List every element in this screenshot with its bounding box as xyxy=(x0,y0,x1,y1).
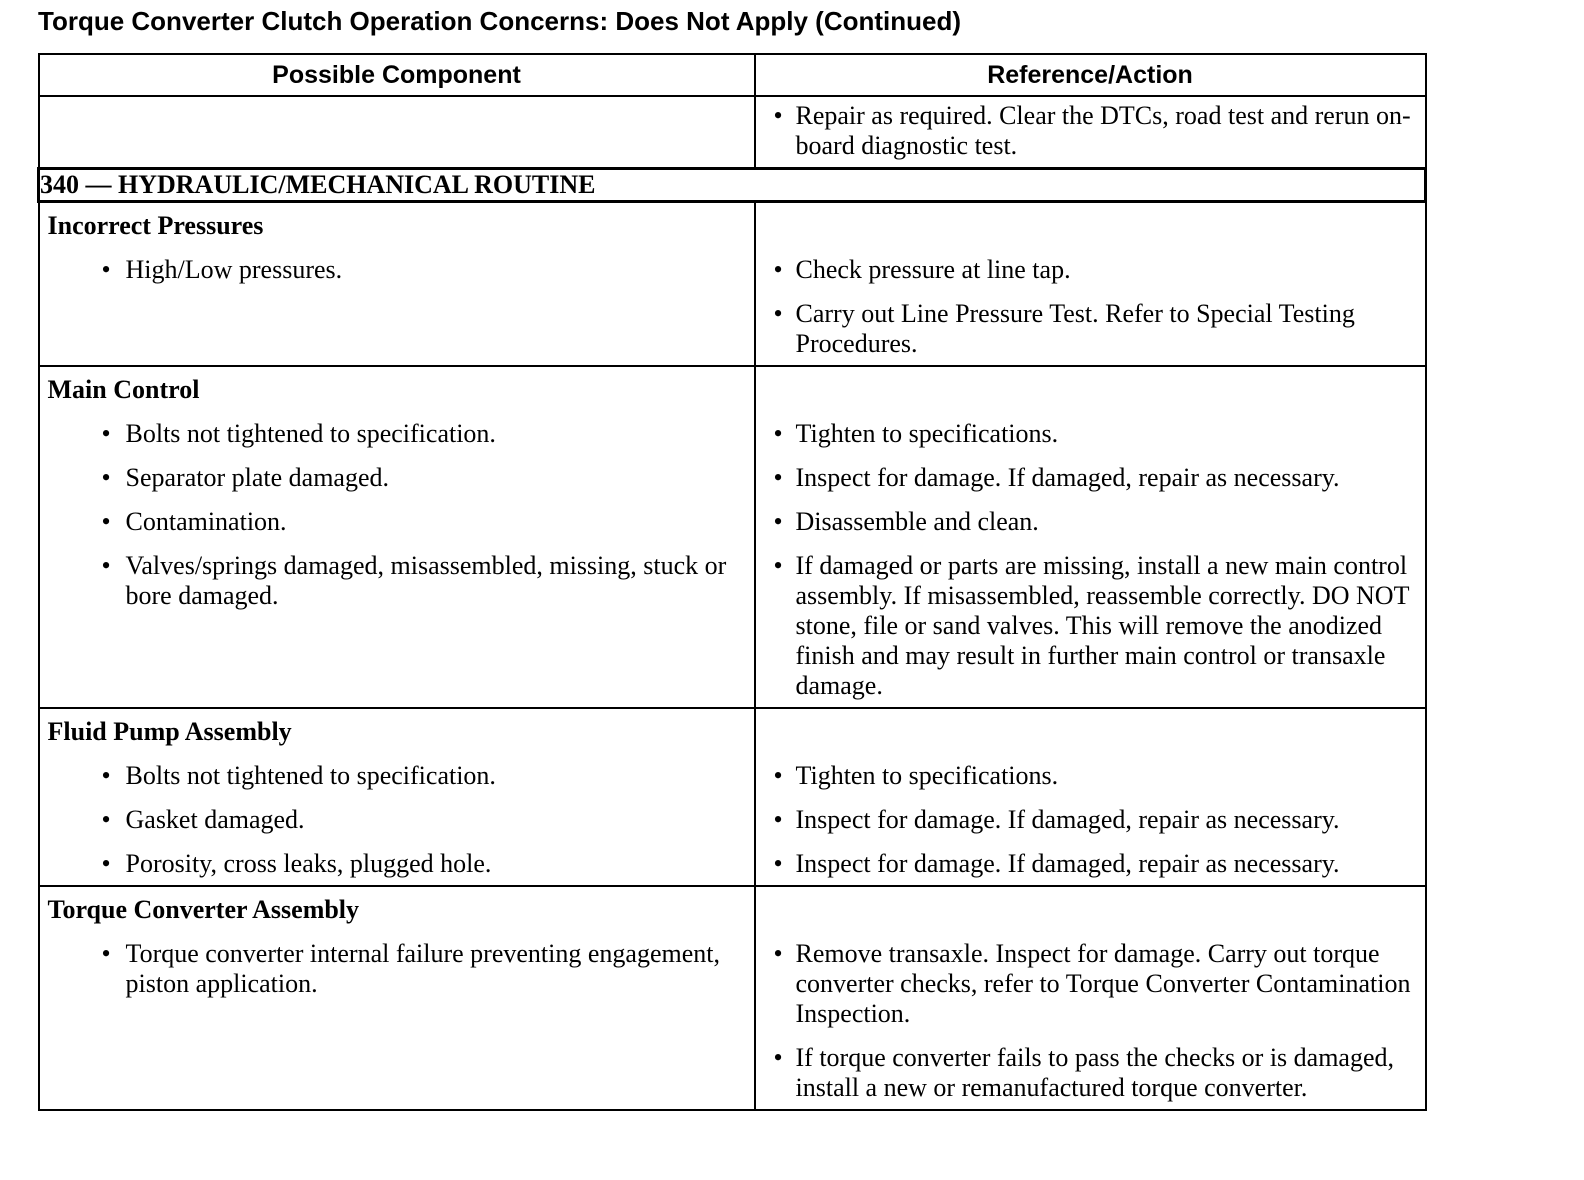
action-item: • Tighten to specifications. xyxy=(764,419,1417,449)
action-item: • Repair as required. Clear the DTCs, road test and rerun on-board diagnostic test. xyxy=(764,101,1417,161)
component-item: • Porosity, cross leaks, plugged hole. xyxy=(48,849,746,879)
table-header-row xyxy=(39,54,1426,96)
section-row xyxy=(39,169,1426,202)
continued-component-cell xyxy=(39,96,755,169)
action-item: • Tighten to specifications. xyxy=(764,761,1417,791)
component-item: • High/Low pressures. xyxy=(48,255,746,285)
column-header-component: Possible Component xyxy=(39,54,755,96)
group-title: Main Control xyxy=(47,375,200,404)
action-item: • Disassemble and clean. xyxy=(764,507,1417,537)
component-cell xyxy=(39,366,755,708)
component-item: • Separator plate damaged. xyxy=(48,463,746,493)
component-item: • Bolts not tightened to specification. xyxy=(48,761,746,791)
action-cell xyxy=(755,886,1426,1110)
action-item: • If damaged or parts are missing, install a new main control assembly. If misassembled, reassemble correctly. DO NOT stone, file or sand valves. This will remove the anodized finish and may result in further main control or transaxle damage. xyxy=(764,551,1417,701)
section-heading: 340 — HYDRAULIC/MECHANICAL ROUTINE xyxy=(39,169,1426,202)
action-item: • Inspect for damage. If damaged, repair as necessary. xyxy=(764,463,1417,493)
group-row-incorrect-pressures xyxy=(39,202,1426,367)
action-item: • Remove transaxle. Inspect for damage. Carry out torque converter checks, refer to Torque Converter Contamination Inspection. xyxy=(764,939,1417,1029)
action-item: • Inspect for damage. If damaged, repair as necessary. xyxy=(764,805,1417,835)
concerns-table xyxy=(37,53,1427,1111)
action-item: • Check pressure at line tap. xyxy=(764,255,1417,285)
component-item: • Contamination. xyxy=(48,507,746,537)
component-cell xyxy=(39,708,755,886)
component-cell xyxy=(39,886,755,1110)
group-title: Incorrect Pressures xyxy=(47,211,264,240)
component-item: • Torque converter internal failure preventing engagement, piston application. xyxy=(48,939,746,999)
group-row-torque-converter-assembly xyxy=(39,886,1426,1110)
component-item: • Bolts not tightened to specification. xyxy=(48,419,746,449)
group-title: Torque Converter Assembly xyxy=(47,895,360,924)
page-title: Torque Converter Clutch Operation Concerns: Does Not Apply (Continued) xyxy=(38,6,962,36)
component-cell xyxy=(39,202,755,367)
component-item: • Gasket damaged. xyxy=(48,805,746,835)
group-title: Fluid Pump Assembly xyxy=(47,717,292,746)
action-cell xyxy=(755,202,1426,367)
action-item: • Inspect for damage. If damaged, repair as necessary. xyxy=(764,849,1417,879)
action-cell xyxy=(755,708,1426,886)
group-row-main-control xyxy=(39,366,1426,708)
action-item: • If torque converter fails to pass the checks or is damaged, install a new or remanufactured torque converter. xyxy=(764,1043,1417,1103)
component-item: • Valves/springs damaged, misassembled, missing, stuck or bore damaged. xyxy=(48,551,746,611)
continued-row xyxy=(39,96,1426,169)
continued-action-cell xyxy=(755,96,1426,169)
group-row-fluid-pump-assembly xyxy=(39,708,1426,886)
action-cell xyxy=(755,366,1426,708)
column-header-action: Reference/Action xyxy=(755,54,1426,96)
action-item: • Carry out Line Pressure Test. Refer to Special Testing Procedures. xyxy=(764,299,1417,359)
